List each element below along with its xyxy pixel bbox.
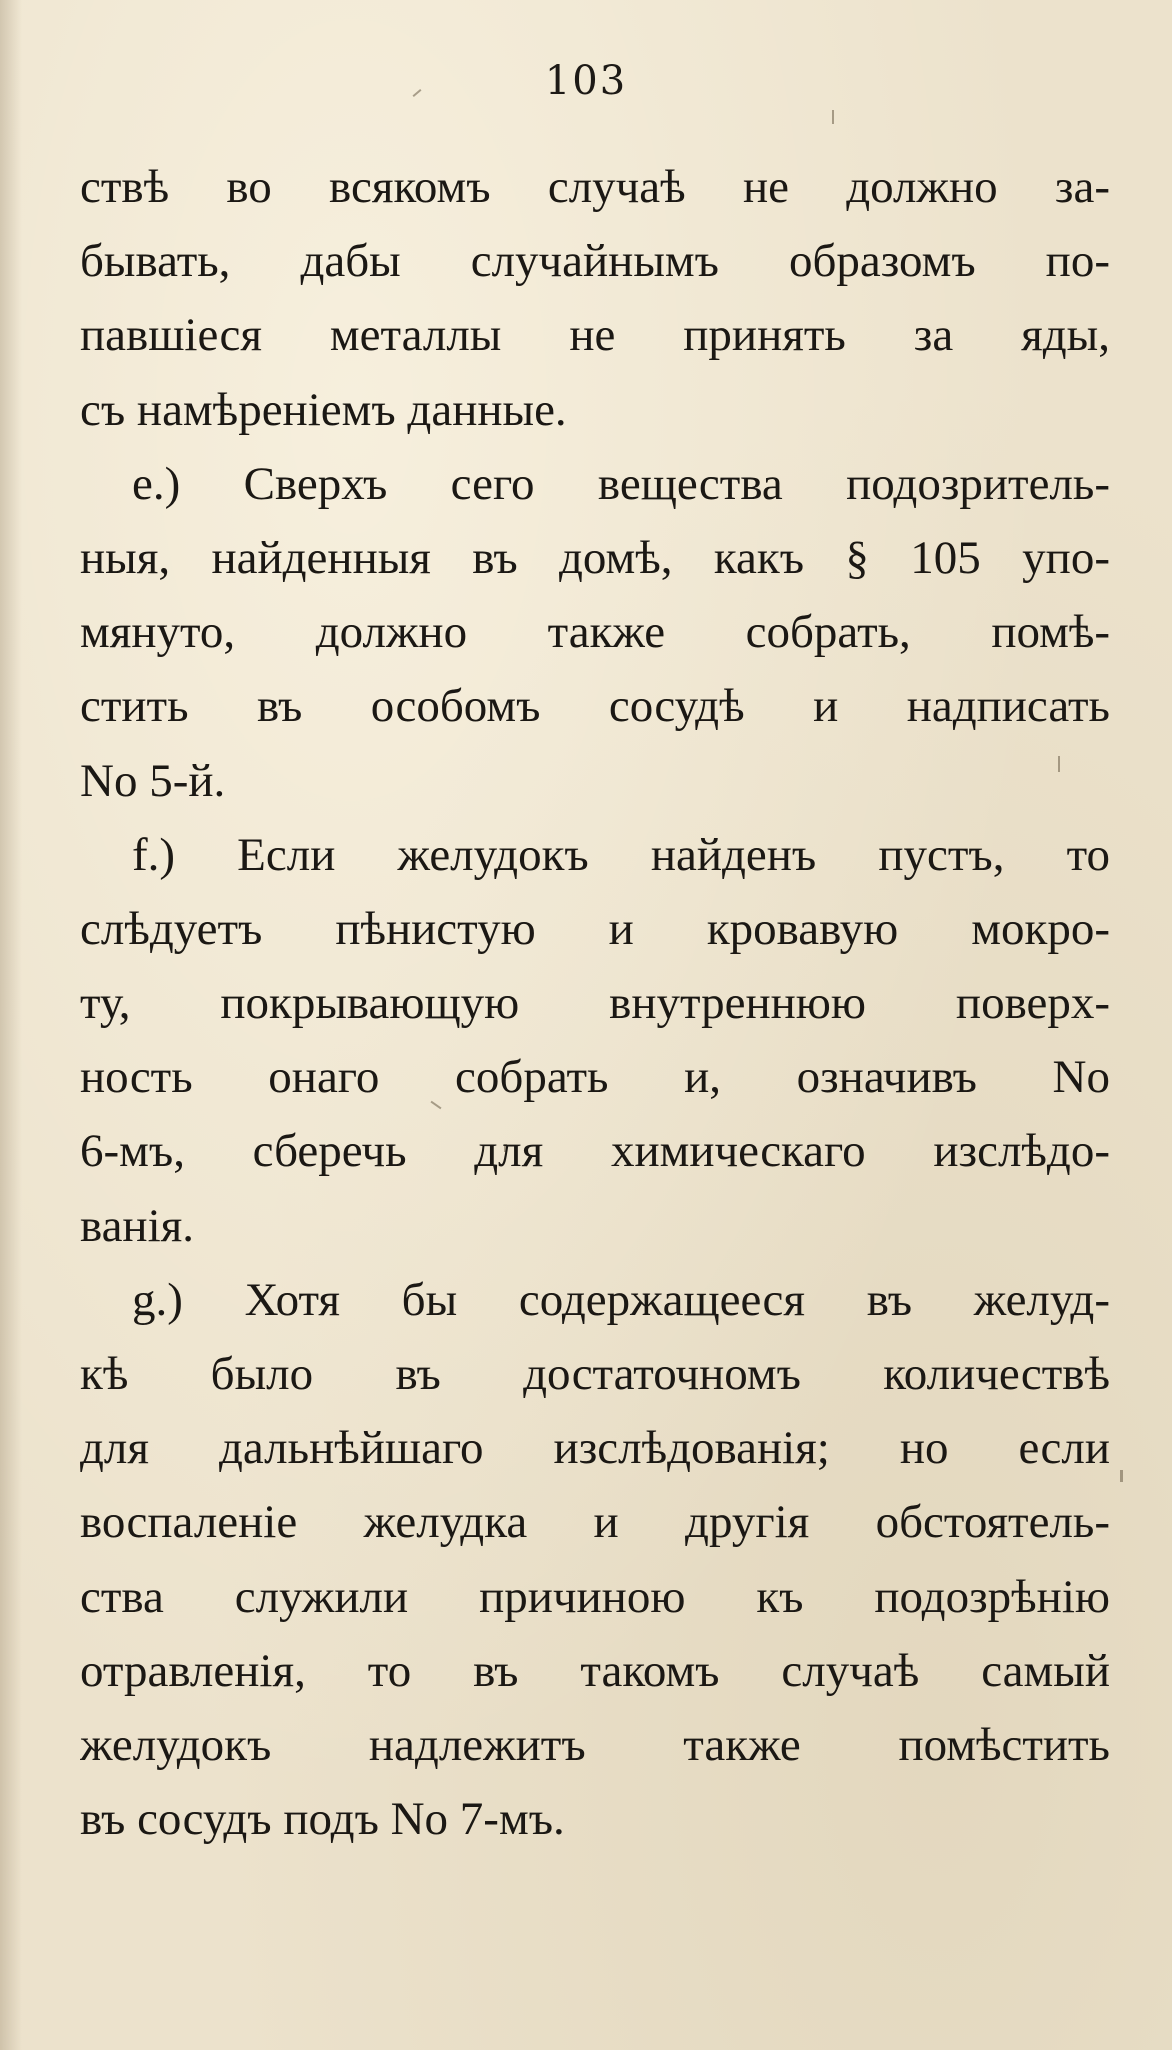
text-line: бывать, дабы случайнымъ образомъ по- — [80, 235, 1110, 288]
text-line: ту, покрывающую внутреннюю поверх- — [80, 977, 1110, 1030]
text-line: слѣдуетъ пѣнистую и кровавую мокро- — [80, 902, 1110, 955]
text-line: ность онаго собрать и, означивъ No — [80, 1051, 1110, 1104]
text-line: ства служили причиною къ подозрѣнію — [80, 1570, 1110, 1623]
text-line: павшіеся металлы не принять за яды, — [80, 309, 1110, 362]
page-edge-shadow — [0, 0, 22, 2050]
paragraph-g-start: g.) Хотя бы содержащееся въ желуд- — [132, 1273, 1110, 1326]
text-line: отравленія, то въ такомъ случаѣ самый — [80, 1644, 1110, 1697]
text-line: въ сосудъ подъ No 7-мъ. — [80, 1793, 565, 1846]
text-line: No 5-й. — [80, 754, 226, 807]
text-line: съ намѣреніемъ данные. — [80, 383, 567, 436]
paper-speck — [832, 110, 834, 124]
text-line: ныя, найденныя въ домѣ, какъ § 105 упо- — [80, 531, 1110, 584]
text-line: ствѣ во всякомъ случаѣ не должно за- — [80, 161, 1110, 213]
text-line: мянуто, должно также собрать, помѣ- — [80, 606, 1110, 659]
text-line: для дальнѣйшаго изслѣдованія; но если — [80, 1422, 1110, 1475]
paper-speck — [1120, 1470, 1123, 1482]
text-line: ванія. — [80, 1199, 195, 1252]
text-line: кѣ было въ достаточномъ количествѣ — [80, 1348, 1110, 1400]
text-line: желудокъ надлежитъ также помѣстить — [80, 1718, 1110, 1771]
paragraph-e-start: e.) Сверхъ сего вещества подозритель- — [132, 457, 1110, 510]
text-line: 6-мъ, сберечь для химическаго изслѣдо- — [80, 1125, 1110, 1178]
text-line: воспаленіе желудка и другія обстоятель- — [80, 1496, 1110, 1549]
page-number: 103 — [544, 58, 628, 104]
paragraph-f-start: f.) Если желудокъ найденъ пустъ, то — [132, 828, 1110, 881]
body-text — [80, 150, 1110, 1856]
text-line: стить въ особомъ сосудѣ и надписать — [80, 680, 1110, 733]
